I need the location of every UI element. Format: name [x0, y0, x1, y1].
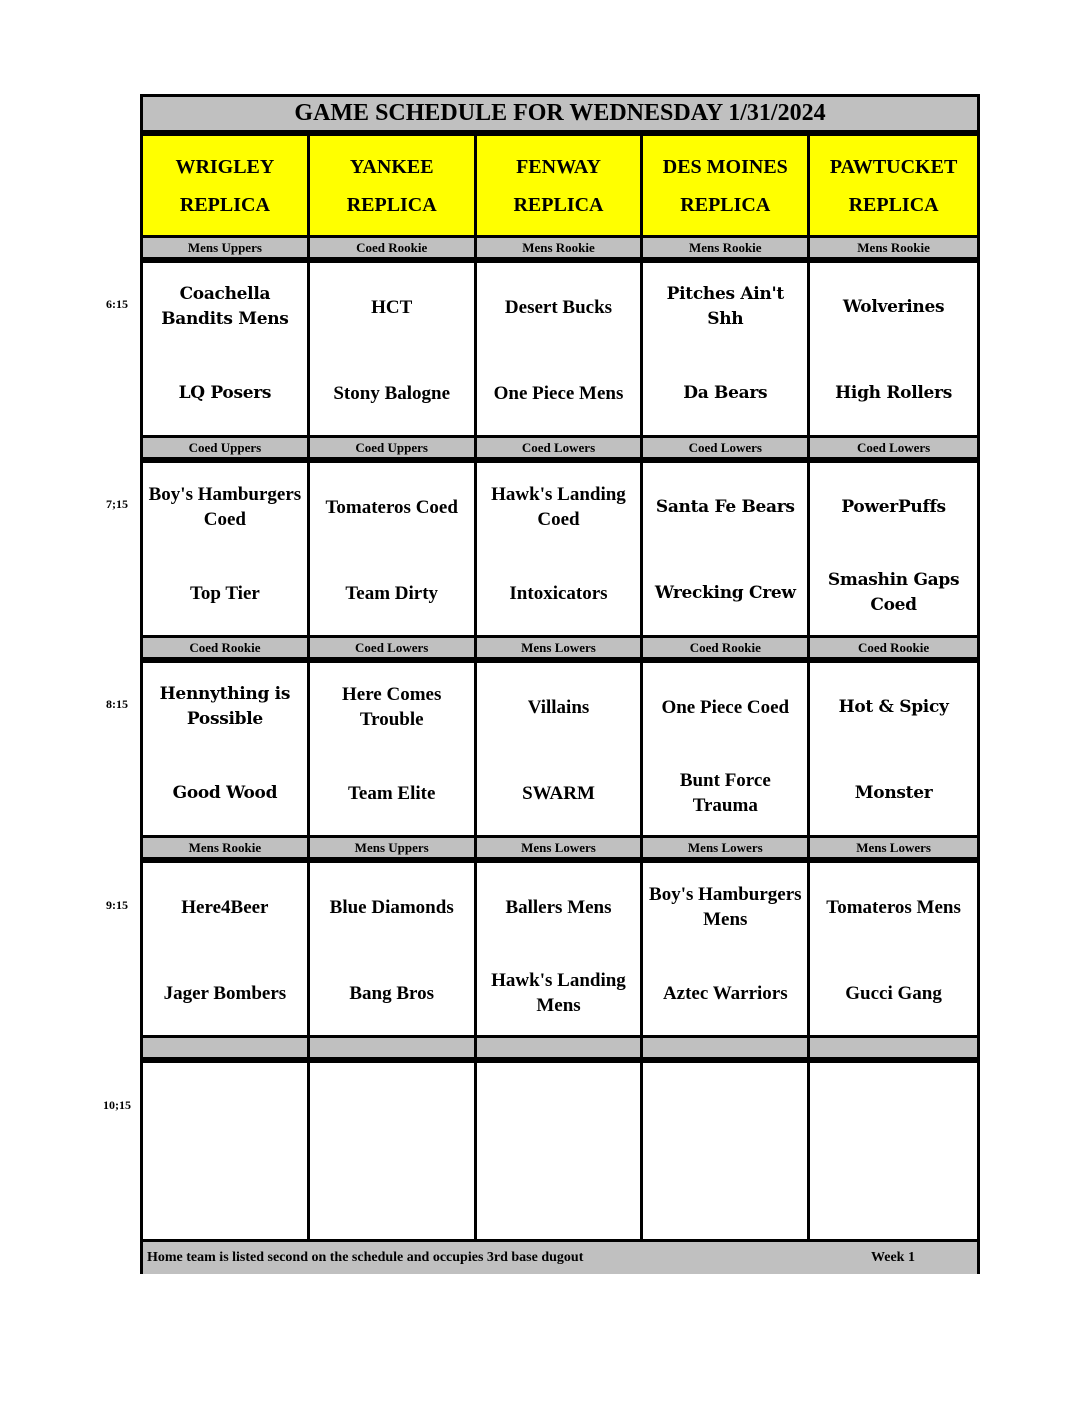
away-team: Here Comes Trouble — [342, 684, 442, 730]
home-team: Wrecking Crew — [654, 582, 796, 603]
division-label: Coed Uppers — [143, 435, 310, 460]
division-label — [477, 1035, 644, 1060]
game-row — [143, 663, 977, 835]
home-team: Team Dirty — [345, 582, 439, 604]
division-label: Mens Uppers — [310, 835, 477, 860]
game-cell — [477, 863, 644, 1035]
away-team: Santa Fe Bears — [655, 496, 795, 517]
game-cell — [810, 663, 977, 835]
division-label: Coed Lowers — [643, 435, 810, 460]
division-label: Coed Rookie — [310, 235, 477, 260]
away-team: Tomateros Coed — [325, 496, 458, 518]
home-team — [890, 1151, 898, 1235]
home-team: Bunt Force Trauma — [679, 770, 771, 816]
game-cell — [643, 263, 810, 435]
game-cell — [310, 663, 477, 835]
home-team: LQ Posers — [178, 382, 272, 403]
away-team — [554, 1063, 562, 1151]
home-team — [388, 1151, 396, 1235]
away-team: Hot & Spicy — [838, 696, 949, 717]
home-team: One Piece Mens — [493, 382, 624, 404]
game-cell — [810, 863, 977, 1035]
game-cell — [310, 463, 477, 635]
away-team: Boy's Hamburgers Coed — [148, 484, 302, 530]
park-name: DES MOINES — [662, 155, 788, 178]
away-team: Coachella Bandits Mens — [161, 284, 289, 329]
division-label: Mens Uppers — [143, 235, 310, 260]
schedule-title: GAME SCHEDULE FOR WEDNESDAY 1/31/2024 — [143, 97, 977, 133]
division-label: Coed Lowers — [810, 435, 977, 460]
home-team: Team Elite — [347, 782, 436, 804]
game-cell — [310, 863, 477, 1035]
home-team: Top Tier — [189, 582, 260, 604]
home-team: Hawk's Landing Mens — [491, 970, 626, 1016]
division-label: Mens Lowers — [810, 835, 977, 860]
division-row — [143, 835, 977, 860]
time-label: 7;15 — [106, 497, 128, 511]
home-team: Stony Balogne — [333, 382, 451, 404]
division-label: Coed Lowers — [310, 635, 477, 660]
game-cell — [810, 463, 977, 635]
division-row — [143, 235, 977, 260]
schedule-table — [140, 94, 980, 1274]
park-header — [810, 136, 977, 235]
game-cell — [477, 463, 644, 635]
division-row — [143, 635, 977, 660]
away-team: One Piece Coed — [661, 696, 790, 718]
game-cell — [477, 263, 644, 435]
game-cell — [643, 463, 810, 635]
time-label: 9:15 — [106, 898, 128, 912]
away-team: Ballers Mens — [505, 896, 612, 918]
game-cell — [810, 263, 977, 435]
away-team — [890, 1063, 898, 1151]
footer-note: Home team is listed second on the schedule and occupies 3rd base dugout — [147, 1250, 584, 1265]
away-team: Here4Beer — [181, 896, 269, 918]
park-sub: REPLICA — [179, 193, 270, 216]
away-team: Hawk's Landing Coed — [491, 484, 626, 530]
division-label: Coed Rookie — [643, 635, 810, 660]
park-sub: REPLICA — [346, 193, 437, 216]
division-label: Coed Uppers — [310, 435, 477, 460]
division-label: Coed Lowers — [477, 435, 644, 460]
game-cell — [143, 863, 310, 1035]
park-header-row — [143, 136, 977, 235]
time-label: 10;15 — [103, 1098, 131, 1112]
division-label: Mens Rookie — [810, 235, 977, 260]
game-cell — [810, 1063, 977, 1239]
away-team: Villains — [527, 696, 590, 718]
game-cell — [310, 1063, 477, 1239]
park-sub: REPLICA — [513, 193, 604, 216]
time-label: 6:15 — [106, 297, 128, 311]
home-team — [221, 1151, 229, 1235]
home-team: Gucci Gang — [845, 982, 942, 1004]
division-label — [643, 1035, 810, 1060]
park-name: FENWAY — [516, 155, 601, 178]
away-team: Wolverines — [842, 296, 945, 317]
division-label: Mens Lowers — [477, 835, 644, 860]
division-label: Mens Lowers — [643, 835, 810, 860]
home-team: Good Wood — [172, 782, 278, 803]
game-row — [143, 863, 977, 1035]
division-label: Mens Rookie — [643, 235, 810, 260]
division-row — [143, 1035, 977, 1060]
division-label — [810, 1035, 977, 1060]
division-label: Mens Rookie — [477, 235, 644, 260]
away-team: PowerPuffs — [841, 496, 946, 517]
home-team: Jager Bombers — [163, 982, 287, 1004]
away-team: Desert Bucks — [504, 296, 613, 318]
park-name: WRIGLEY — [175, 155, 275, 178]
home-team — [721, 1151, 729, 1235]
division-label: Coed Rookie — [810, 635, 977, 660]
division-label — [143, 1035, 310, 1060]
home-team: Da Bears — [683, 382, 768, 403]
away-team: Boy's Hamburgers Mens — [649, 884, 802, 930]
game-cell — [643, 663, 810, 835]
game-cell — [143, 263, 310, 435]
game-cell — [643, 1063, 810, 1239]
game-cell — [643, 863, 810, 1035]
game-cell — [477, 663, 644, 835]
away-team: HCT — [371, 296, 413, 318]
home-team — [554, 1151, 562, 1235]
away-team — [388, 1063, 396, 1151]
game-cell — [143, 1063, 310, 1239]
footer-row — [143, 1239, 977, 1274]
park-sub: REPLICA — [848, 193, 939, 216]
home-team: Intoxicators — [509, 582, 608, 604]
home-team: Bang Bros — [349, 982, 435, 1004]
home-team: High Rollers — [835, 382, 952, 403]
park-header — [643, 136, 810, 235]
park-header — [477, 136, 644, 235]
week-label: Week 1 — [871, 1250, 915, 1265]
game-cell — [143, 463, 310, 635]
away-team — [221, 1063, 229, 1151]
away-team: Blue Diamonds — [329, 896, 454, 918]
home-team: SWARM — [522, 782, 595, 804]
game-cell — [143, 663, 310, 835]
game-row — [143, 463, 977, 635]
game-row — [143, 1063, 977, 1239]
division-label: Mens Rookie — [143, 835, 310, 860]
park-header — [310, 136, 477, 235]
home-team: Monster — [854, 782, 933, 803]
division-label: Coed Rookie — [143, 635, 310, 660]
park-name: PAWTUCKET — [829, 155, 958, 178]
division-label: Mens Lowers — [477, 635, 644, 660]
division-label — [310, 1035, 477, 1060]
park-name: YANKEE — [349, 155, 434, 178]
park-sub: REPLICA — [680, 193, 771, 216]
away-team: Tomateros Mens — [826, 896, 961, 918]
park-header — [143, 136, 310, 235]
away-team: Pitches Ain't Shh — [666, 284, 784, 329]
away-team — [721, 1063, 729, 1151]
game-row — [143, 263, 977, 435]
game-cell — [477, 1063, 644, 1239]
home-team: Aztec Warriors — [662, 982, 788, 1004]
time-label: 8:15 — [106, 697, 128, 711]
division-row — [143, 435, 977, 460]
home-team: Smashin Gaps Coed — [827, 570, 960, 615]
away-team: Hennything is Possible — [159, 684, 291, 729]
game-cell — [310, 263, 477, 435]
